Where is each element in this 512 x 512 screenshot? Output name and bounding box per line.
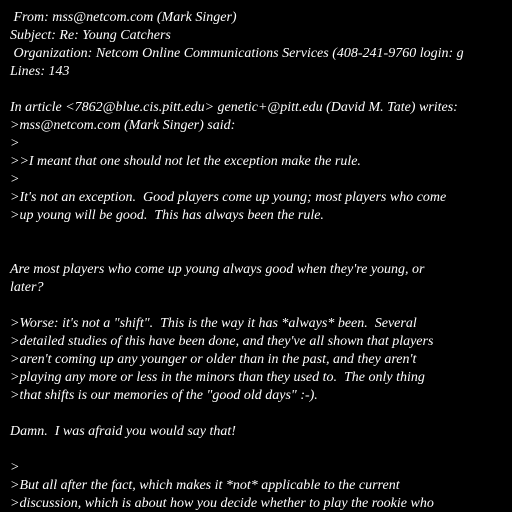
body-line: >that shifts is our memories of the "good old days" :-). — [10, 388, 318, 403]
body-line: >Worse: it's not a "shift". This is the way it has *always* been. Several — [10, 316, 417, 331]
header-lines: Lines: 143 — [10, 64, 70, 79]
body-line: In article <7862@blue.cis.pitt.edu> genetic+@pitt.edu (David M. Tate) writes: — [10, 100, 458, 115]
body-line: >aren't coming up any younger or older than in the past, and they aren't — [10, 352, 417, 367]
body-line: > — [10, 460, 20, 475]
body-line: >playing any more or less in the minors than they used to. The only thing — [10, 370, 425, 385]
body-line: >>I meant that one should not let the exception make the rule. — [10, 154, 361, 169]
header-subject: Subject: Re: Young Catchers — [10, 28, 171, 43]
body-line: Damn. I was afraid you would say that! — [10, 424, 236, 439]
body-line: >detailed studies of this have been done, and they've all shown that players — [10, 334, 434, 349]
header-organization: Organization: Netcom Online Communications Services (408-241-9760 login: g — [10, 46, 464, 61]
body-line: >discussion, which is about how you decide whether to play the rookie who — [10, 496, 434, 511]
header-from: From: mss@netcom.com (Mark Singer) — [10, 10, 237, 25]
body-line: >But all after the fact, which makes it *not* applicable to the current — [10, 478, 400, 493]
body-line: > — [10, 172, 20, 187]
body-line: later? — [10, 280, 44, 295]
body-line: >mss@netcom.com (Mark Singer) said: — [10, 118, 236, 133]
body-line: > — [10, 136, 20, 151]
body-line: >up young will be good. This has always been the rule. — [10, 208, 324, 223]
body-line: Are most players who come up young always good when they're young, or — [10, 262, 425, 277]
body-line: >It's not an exception. Good players come up young; most players who come — [10, 190, 447, 205]
